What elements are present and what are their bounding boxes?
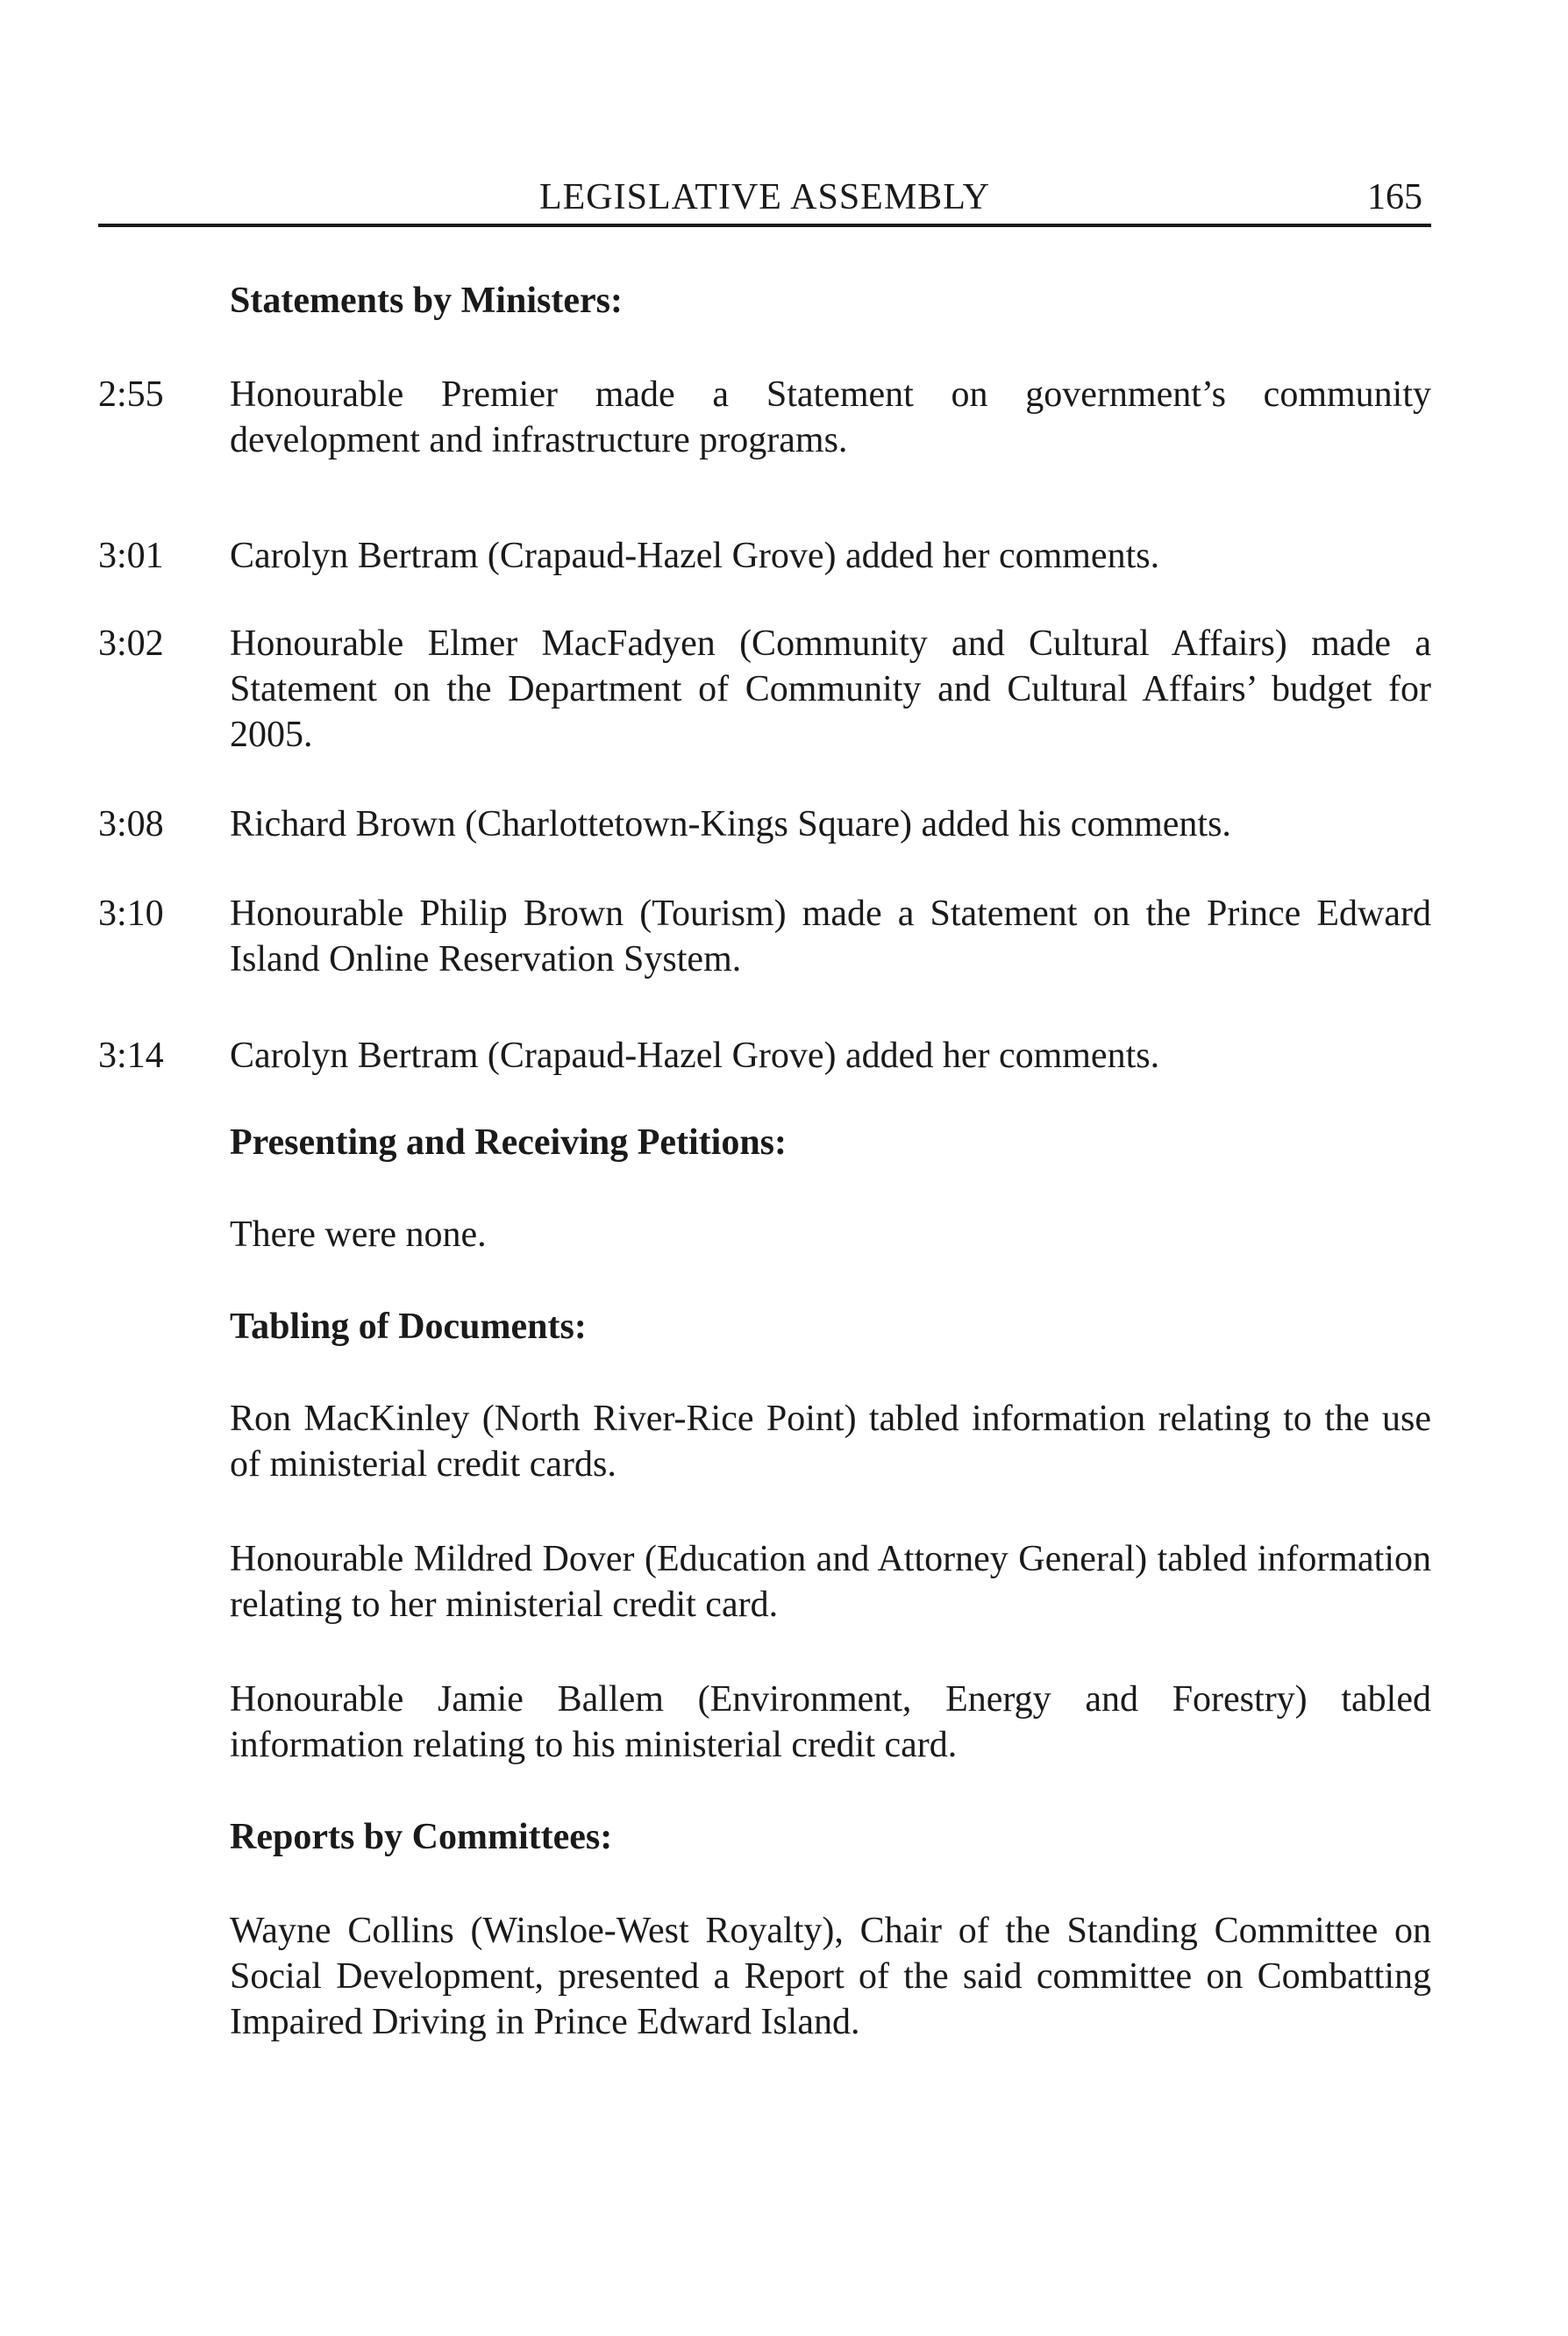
heading-reports-by-committees: Reports by Committees:: [230, 1817, 613, 1857]
entry-time: 3:14: [98, 1036, 164, 1076]
entry-text: Carolyn Bertram (Crapaud-Hazel Grove) added her comments.: [230, 536, 1160, 576]
entry-time: 3:10: [98, 894, 164, 934]
entry-text: Honourable Philip Brown (Tourism) made a Statement on the Prince Edward Island Online Reservation System.: [230, 894, 1431, 979]
tabling-paragraph: Honourable Mildred Dover (Education and Attorney General) tabled information relating to her ministerial credit card.: [230, 1539, 1431, 1625]
entry-time: 3:01: [98, 536, 164, 576]
committees-text: Wayne Collins (Winsloe-West Royalty), Chair of the Standing Committee on Social Development, presented a Report of the said committee on Combatting Impaired Driving in Prince Edward Island.: [230, 1911, 1431, 2042]
entry-time: 3:02: [98, 623, 164, 664]
entry-time: 2:55: [98, 374, 164, 415]
entry-text: Richard Brown (Charlottetown-Kings Square) added his comments.: [230, 804, 1231, 844]
entry-time: 3:08: [98, 804, 164, 844]
page-number: 165: [1367, 177, 1422, 217]
tabling-paragraph: Ron MacKinley (North River-Rice Point) tabled information relating to the use of ministerial credit cards.: [230, 1399, 1431, 1485]
entry-text: Carolyn Bertram (Crapaud-Hazel Grove) added her comments.: [230, 1036, 1160, 1076]
entry-text: Honourable Elmer MacFadyen (Community and Cultural Affairs) made a Statement on the Department of Community and Cultural Affairs’ budget for 2005.: [230, 623, 1431, 755]
heading-statements-by-ministers: Statements by Ministers:: [230, 281, 623, 321]
heading-tabling-of-documents: Tabling of Documents:: [230, 1307, 587, 1347]
header-rule: [98, 224, 1431, 227]
running-title: LEGISLATIVE ASSEMBLY: [539, 177, 990, 217]
running-header: [98, 175, 1431, 228]
heading-petitions: Presenting and Receiving Petitions:: [230, 1122, 788, 1163]
petitions-text: There were none.: [230, 1214, 487, 1255]
entry-text: Honourable Premier made a Statement on government’s community development and infrastructure programs.: [230, 374, 1431, 460]
tabling-paragraph: Honourable Jamie Ballem (Environment, Energy and Forestry) tabled information relating to his ministerial credit card.: [230, 1679, 1431, 1765]
